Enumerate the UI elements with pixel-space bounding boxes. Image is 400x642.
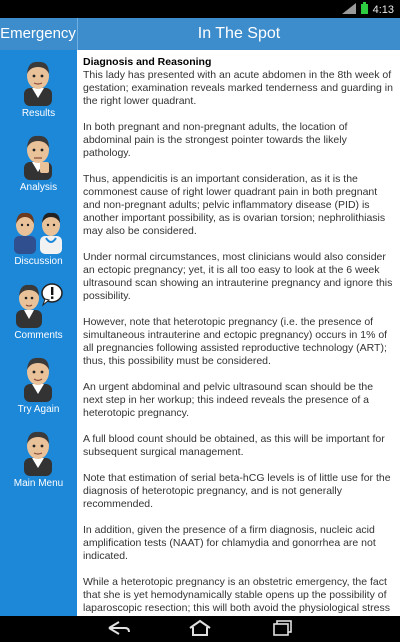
doctors-discussion-icon <box>12 206 64 254</box>
comment-alert-icon <box>12 280 64 328</box>
sidebar-item-analysis[interactable] <box>0 128 77 198</box>
sidebar-item-label: Results <box>21 108 56 119</box>
paragraph: Note that estimation of serial beta-hCG levels is of little use for the diagnosis of heterotopic pregnancy, and is not generally recommended. <box>83 472 391 510</box>
navigation-bar <box>0 616 400 640</box>
sidebar-item-comments[interactable] <box>0 276 77 346</box>
clock: 4:13 <box>372 3 394 16</box>
doctor-menu-icon <box>18 428 58 476</box>
section-title: Emergency <box>0 25 76 42</box>
sidebar-item-discussion[interactable] <box>0 202 77 272</box>
article <box>83 56 393 641</box>
paragraph: Under normal circumstances, most clinicians would also consider an ectopic pregnancy; yet, it is all too easy to look at the 6 week ultrasound scan showing an intrauterine pregnancy and ignore this possibility. <box>83 251 393 302</box>
paragraph: In addition, given the presence of a firm diagnosis, nucleic acid amplification tests (NAAT) for chlamydia and gonorrhea are not indicated. <box>83 524 376 562</box>
doctor-retry-icon <box>18 354 58 402</box>
doctor-icon <box>18 58 58 106</box>
sidebar-item-label: Main Menu <box>13 478 64 489</box>
doctor-thinking-icon <box>18 132 58 180</box>
home-icon[interactable] <box>185 619 215 637</box>
sidebar <box>0 50 77 616</box>
paragraph: While a heterotopic pregnancy is an obstetric emergency, the fact that she is yet hemodynamically stable opens up the possibility of laparoscopic resection; this will both avoid the physiological stress <box>83 576 390 614</box>
paragraph: In both pregnant and non-pregnant adults, the location of abdominal pain is the strongest pointer towards the likely pathology. <box>83 121 348 159</box>
paragraph: A full blood count should be obtained, as this will be important for subsequent surgical management. <box>83 433 385 458</box>
page-title: In The Spot <box>197 25 281 42</box>
recent-apps-icon[interactable] <box>268 619 298 637</box>
signal-icon <box>342 3 356 17</box>
app-bar <box>0 18 400 50</box>
paragraph: Thus, appendicitis is an important consideration, as it is the commonest cause of right lower quadrant pain in both pregnant and non-pregnant adults; pelvic inflammatory disease (PID) is another important possibility, as is ovarian torsion; nephrolithiasis may also be considered. <box>83 173 386 237</box>
sidebar-item-main-menu[interactable] <box>0 424 77 494</box>
sidebar-item-try-again[interactable] <box>0 350 77 420</box>
paragraph: However, note that heterotopic pregnancy (i.e. the presence of simultaneous intrauterine and ectopic pregnancy) occurs in 1% of all pregnancies following assisted reproductive technology (ART); thus, this possibility must be considered. <box>83 316 388 367</box>
section-heading: Diagnosis and Reasoning <box>83 56 212 68</box>
battery-icon <box>361 2 368 17</box>
sidebar-item-label: Try Again <box>17 404 60 415</box>
content-panel[interactable] <box>77 50 400 616</box>
sidebar-item-label: Comments <box>14 330 63 341</box>
paragraph: This lady has presented with an acute abdomen in the 8th week of gestation; examination reveals marked tenderness and guarding in the right lower quadrant. <box>83 69 393 107</box>
back-icon[interactable] <box>103 619 133 637</box>
sidebar-item-label: Discussion <box>14 256 63 267</box>
sidebar-item-label: Analysis <box>19 182 58 193</box>
paragraph: An urgent abdominal and pelvic ultrasound scan should be the next step in her workup; this indeed reveals the presence of a heterotopic pregnancy. <box>83 381 374 419</box>
status-bar <box>0 0 400 18</box>
sidebar-item-results[interactable] <box>0 54 77 124</box>
